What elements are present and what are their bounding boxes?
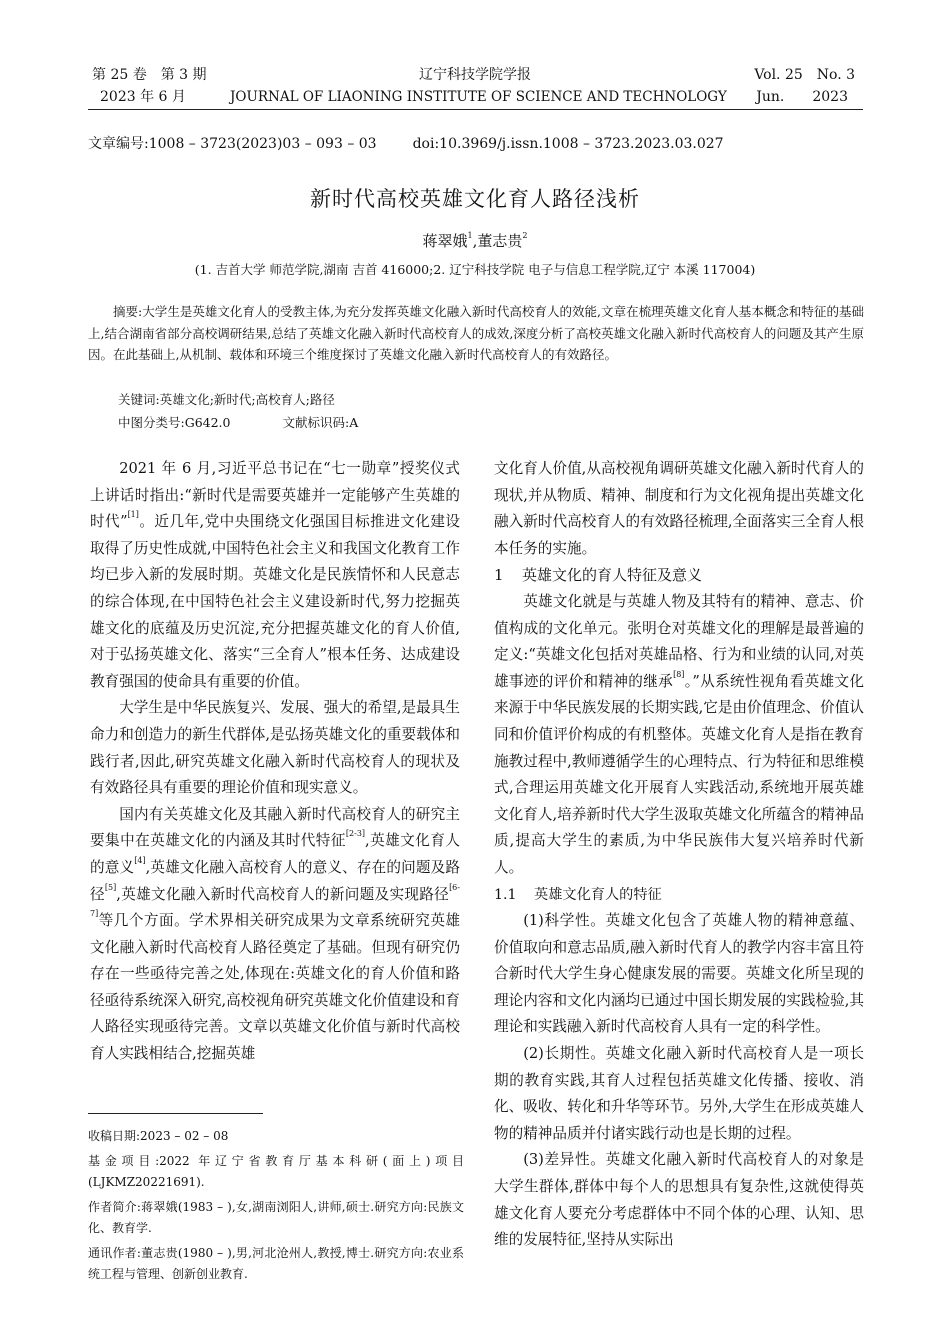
footnote-corresponding: 通讯作者:董志贵(1980 – ),男,河北沧州人,教授,博士.研究方向:农业系统工程与管理、创新创业教育. — [88, 1245, 464, 1281]
paragraph: 国内有关英雄文化及其融入新时代高校育人的研究主要集中在英雄文化的内涵及其时代特征[2-3],英雄文化育人的意义[4],英雄文化融入高校育人的意义、存在的问题及路径[5],英雄文化融入新时代高校育人的新问题及实现路径[6-7]等几个方面。学术界相关研究成果为文章系统研究英雄文化融入新时代高校育人路径奠定了基础。但现有研究仍存在一些亟待完善之处,体现在:英雄文化的育人价值和路径亟待系统深入研究,高校视角研究英雄文化价值建设和育人路径实现亟待完善。文章以英雄文化价值与新时代高校育人实践相结合,挖掘英雄 — [90, 805, 460, 1063]
footnote-received: 收稿日期:2023 – 02 – 08 — [88, 1129, 229, 1143]
subsection-heading-1-1 — [494, 882, 864, 909]
header-date-en: Jun. 2023 — [756, 89, 848, 105]
footnote-fund: 基金项目:2022 年辽宁省教育厅基本科研(面上)项目(LJKMZ20221691). — [88, 1153, 464, 1189]
citation-marker[interactable]: [5] — [104, 882, 117, 892]
footnote-rule — [88, 1113, 263, 1114]
article-meta — [88, 133, 724, 153]
subsection-title: 英雄文化育人的特征 — [534, 886, 662, 903]
paragraph: 大学生是中华民族复兴、发展、强大的希望,是最具生命力和创造力的新生代群体,是弘扬英雄文化的重要载体和践行者,因此,研究英雄文化融入新时代高校育人的现状及有效路径具有重要的理论价值和现实意义。 — [90, 699, 460, 797]
citation-marker[interactable]: [2-3] — [345, 829, 366, 839]
clc-number: 中图分类号:G642.0 — [118, 415, 231, 430]
subsection-number: 1.1 — [494, 886, 517, 903]
paragraph: 英雄文化就是与英雄人物及其特有的精神、意志、价值构成的文化单元。张明仓对英雄文化的理解是最普遍的定义:“英雄文化包括对英雄品格、行为和业绩的认同,对英雄事迹的评价和精神的继承[8]。”从系统性视角看英雄文化来源于中华民族发展的长期实践,它是由价值理念、价值认同和价值评价构成的有机整体。英雄文化育人是指在教育施教过程中,教师遵循学生的心理特点、行为特征和思维模式,合理运用英雄文化开展育人实践活动,系统地开展英雄文化育人,培养新时代大学生汲取英雄文化所蕴含的精神品质,提高大学生的素质,为中华民族伟大复兴培养时代新人。 — [494, 592, 864, 876]
header-journal-cn: 辽宁科技学院学报 — [419, 67, 531, 83]
header-volume-issue: 第 25 卷 第 3 期 — [92, 67, 207, 83]
section-title: 英雄文化的育人特征及意义 — [522, 566, 703, 585]
keywords: 关键词:英雄文化;新时代;高校育人;路径 — [118, 392, 335, 407]
body-left-column — [90, 456, 460, 1068]
authors: 蒋翠娥$^1$,董志贵$^2$ — [422, 231, 528, 250]
article-title: 新时代高校英雄文化育人路径浅析 — [310, 187, 640, 211]
header-date-cn: 2023 年 6 月 — [100, 89, 186, 105]
section-number: 1 — [494, 566, 504, 585]
paragraph-continued: 文化育人价值,从高校视角调研英雄文化融入新时代育人的现状,并从物质、精神、制度和行为文化视角提出英雄文化融入新时代高校育人的有效路径梳理,全面落实三全育人根本任务的实施。 — [494, 460, 864, 557]
abstract: 摘要:大学生是英雄文化育人的受教主体,为充分发挥英雄文化融入新时代高校育人的效能,文章在梳理英雄文化育人基本概念和特征的基础上,结合湖南省部分高校调研结果,总结了英雄文化融入新时代高校育人的成效,深度分析了高校英雄文化融入新时代高校育人的问题及其产生原因。在此基础上,从机制、载体和环境三个维度探讨了英雄文化融入新时代高校育人的有效路径。 — [88, 304, 864, 362]
paragraph-difference: (3)差异性。英雄文化融入新时代高校育人的对象是大学生群体,群体中每个人的思想具有复杂性,这就使得英雄文化育人要充分考虑群体中不同个体的心理、认知、思维的发展特征,坚持从实际出 — [494, 1151, 864, 1249]
article-number: 文章编号:1008 – 3723(2023)03 – 093 – 03 — [88, 136, 377, 152]
affiliation-index: 1 — [467, 231, 473, 240]
document-code: 文献标识码:A — [282, 415, 359, 430]
header-rule — [88, 109, 863, 110]
body-right-column — [494, 456, 864, 1254]
citation-marker[interactable]: [8] — [673, 669, 685, 679]
footnotes — [88, 1126, 464, 1289]
footnote-author-bio: 作者简介:蒋翠娥(1983 – ),女,湖南浏阳人,讲师,硕士.研究方向:民族文化、教育学. — [88, 1199, 464, 1235]
classification — [118, 413, 358, 431]
citation-marker[interactable]: [6-7] — [90, 882, 460, 919]
paragraph-scientific: (1)科学性。英雄文化包含了英雄人物的精神意蕴、价值取向和意志品质,融入新时代育人的教学内容丰富且符合新时代大学生身心健康发展的需要。英雄文化所呈现的理论内容和文化内涵均已通过中国长期发展的实践检验,其理论和实践融入新时代高校育人具有一定的科学性。 — [494, 912, 864, 1036]
section-heading-1 — [494, 562, 864, 589]
affiliation-index: 2 — [522, 231, 528, 240]
header-vol-en: Vol. 25 No. 3 — [754, 67, 855, 83]
citation-marker[interactable]: [4] — [134, 855, 146, 865]
paragraph: 2021 年 6 月,习近平总书记在“七一勋章”授奖仪式上讲话时指出:“新时代是需要英雄并一定能够产生英雄的时代”[1]。近几年,党中央围绕文化强国目标推进文化建设取得了历史性成就,中国特色社会主义和我国文化教育工作均已步入新的发展时期。英雄文化是民族情怀和人民意志的综合体现,在中国特色社会主义建设新时代,努力挖掘英雄文化的底蕴及历史沉淀,充分把握英雄文化的育人价值,对于弘扬英雄文化、落实“三全育人”根本任务、达成建设教育强国的使命具有重要的价值。 — [90, 460, 460, 690]
affiliation: (1. 吉首大学 师范学院,湖南 吉首 416000;2. 辽宁科技学院 电子与信息工程学院,辽宁 本溪 117004) — [194, 262, 756, 277]
doi: doi:10.3969/j.issn.1008 – 3723.2023.03.027 — [412, 136, 724, 152]
paragraph-long-term: (2)长期性。英雄文化融入新时代高校育人是一项长期的教育实践,其育人过程包括英雄文化传播、接收、消化、吸收、转化和升华等环节。另外,大学生在形成英雄人物的精神品质并付诸实践行动也是长期的过程。 — [494, 1045, 864, 1142]
header-journal-en: JOURNAL OF LIAONING INSTITUTE OF SCIENCE AND TECHNOLOGY — [230, 89, 727, 105]
citation-marker[interactable]: [1] — [127, 510, 139, 520]
